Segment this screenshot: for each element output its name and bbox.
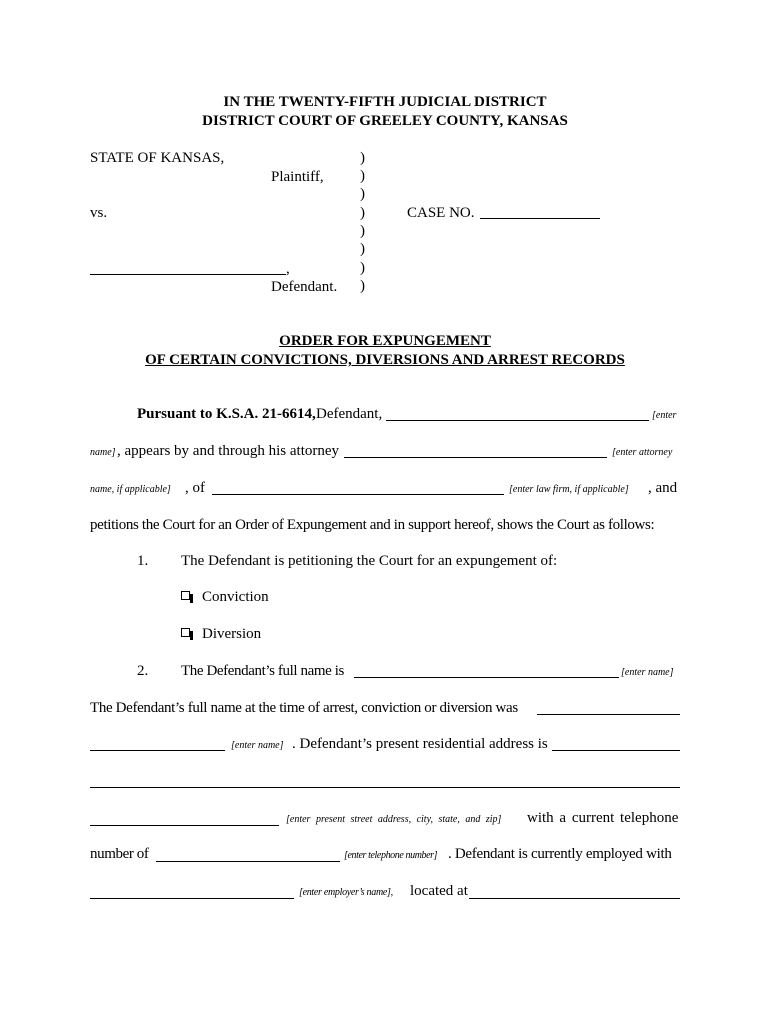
address-blank-full	[90, 787, 680, 788]
caption-paren: )	[360, 260, 365, 276]
caption-paren: )	[360, 223, 365, 239]
option-diversion-label: Diversion	[202, 626, 262, 642]
name-at-arrest-blank	[537, 714, 680, 715]
case-no-label: CASE NO.	[407, 205, 475, 221]
full-name-blank	[354, 677, 619, 678]
number-of-text: number of	[90, 846, 149, 862]
caption-paren: )	[360, 278, 365, 294]
address-blank	[552, 750, 680, 751]
address-blank-end	[90, 825, 279, 826]
checkbox-icon[interactable]	[181, 628, 190, 637]
phone-blank	[156, 861, 340, 862]
enter-name-hint: [enter name]	[621, 667, 674, 678]
item1-number: 1.	[137, 553, 149, 569]
enter-firm-hint: [enter law firm, if applicable]	[509, 484, 629, 495]
pursuant-statute: Pursuant to K.S.A. 21-6614,	[137, 406, 316, 422]
court-heading-line2: DISTRICT COURT OF GREELEY COUNTY, KANSAS	[202, 113, 568, 129]
attorney-blank	[344, 457, 607, 458]
name-if-applicable-hint: name, if applicable]	[90, 484, 171, 495]
defendant-name-blank	[386, 420, 649, 421]
enter-employer-hint: [enter employer’s name],	[299, 887, 393, 898]
vs-label: vs.	[90, 205, 108, 221]
employer-blank	[90, 898, 294, 899]
petitions-text: petitions the Court for an Order of Expungement and in support hereof, shows the Court as follows:	[90, 517, 655, 533]
location-blank	[469, 898, 680, 899]
of-text: , of	[185, 480, 205, 496]
court-heading-line1: IN THE TWENTY-FIFTH JUDICIAL DISTRICT	[223, 94, 547, 110]
item2-number: 2.	[137, 663, 149, 679]
defendant-label: Defendant.	[271, 279, 338, 295]
name-hint-end: name]	[90, 447, 116, 458]
name-at-arrest-blank-cont	[90, 750, 225, 751]
and-text: , and	[648, 480, 678, 496]
enter-name-hint: [enter	[652, 410, 677, 421]
enter-phone-hint: [enter telephone number]	[344, 850, 438, 861]
caption-paren: )	[360, 241, 365, 257]
enter-attorney-hint: [enter attorney	[612, 447, 673, 458]
appears-text: , appears by and through his attorney	[117, 443, 340, 459]
enter-address-hint: [enter present street address, city, state, and zip]	[286, 814, 502, 825]
item1-text: The Defendant is petitioning the Court for an expungement of:	[181, 553, 558, 569]
pursuant-defendant: Defendant,	[316, 406, 383, 422]
enter-name-hint: [enter name]	[231, 740, 284, 751]
employed-text: . Defendant is currently employed with	[448, 846, 672, 862]
caption-paren: )	[360, 150, 365, 166]
option-conviction[interactable]	[181, 589, 269, 606]
order-title-line2: OF CERTAIN CONVICTIONS, DIVERSIONS AND ARREST RECORDS	[145, 352, 625, 368]
located-at-text: located at	[410, 883, 468, 899]
caption-paren: )	[360, 186, 365, 202]
plaintiff-label: Plaintiff,	[271, 169, 324, 185]
caption-paren: )	[360, 205, 365, 221]
defendant-comma: ,	[286, 261, 290, 277]
defendant-name-line	[90, 274, 286, 275]
option-diversion[interactable]	[181, 626, 261, 643]
caption-paren: )	[360, 168, 365, 184]
state-of-kansas: STATE OF KANSAS,	[90, 150, 225, 166]
case-no-line	[480, 218, 600, 219]
present-address-text: . Defendant’s present residential address is	[292, 736, 548, 752]
item2-text: The Defendant’s full name is	[181, 663, 344, 679]
law-firm-blank	[212, 494, 504, 495]
option-conviction-label: Conviction	[202, 589, 269, 605]
name-at-arrest-text: The Defendant’s full name at the time of arrest, conviction or diversion was	[90, 700, 518, 716]
checkbox-icon[interactable]	[181, 591, 190, 600]
order-title-line1: ORDER FOR EXPUNGEMENT	[279, 333, 491, 349]
with-phone-text: with a current telephone	[527, 810, 679, 826]
